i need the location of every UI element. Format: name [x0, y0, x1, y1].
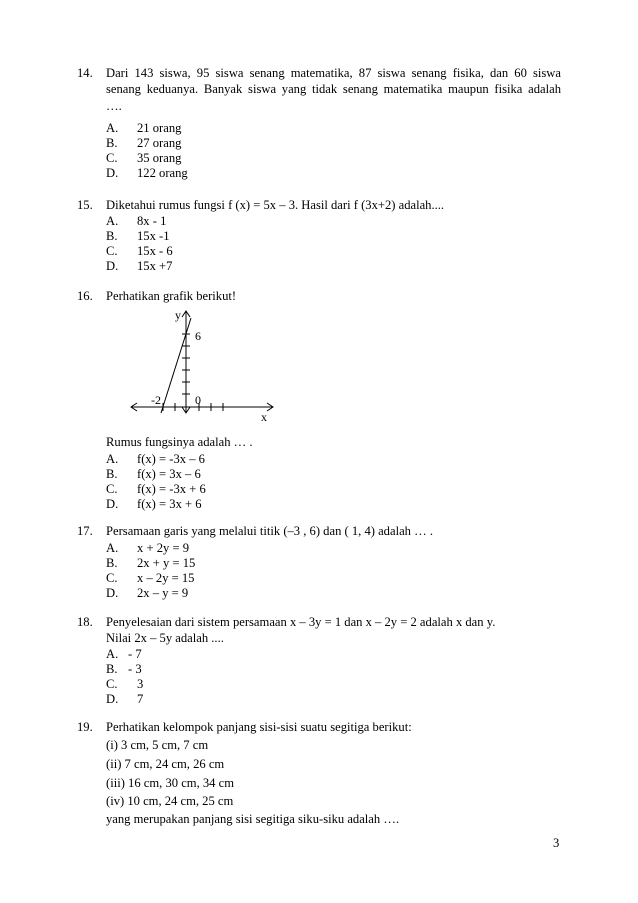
- option-text: 27 orang: [137, 136, 182, 150]
- option-text: f(x) = -3x + 6: [137, 482, 206, 496]
- option-label: A.: [106, 214, 119, 228]
- option-text: 15x - 6: [137, 244, 173, 258]
- option-text: 21 orang: [137, 121, 182, 135]
- option-label: C.: [106, 151, 118, 165]
- question-number: 18.: [77, 615, 93, 629]
- option-label: D.: [106, 497, 119, 511]
- option-label: A.: [106, 647, 119, 661]
- option-text: 2x – y = 9: [137, 586, 189, 600]
- question-text-line: yang merupakan panjang sisi segitiga siku-siku adalah ….: [106, 812, 400, 826]
- option-text: 3: [137, 677, 144, 691]
- option-label: B.: [106, 136, 118, 150]
- option-text: 35 orang: [137, 151, 182, 165]
- question-text-line: Nilai 2x – 5y adalah ....: [106, 631, 224, 645]
- option-text: 15x +7: [137, 259, 173, 273]
- option-label: C.: [106, 482, 118, 496]
- option-label: B.: [106, 229, 118, 243]
- question-text-line: Diketahui rumus fungsi f (x) = 5x – 3. Hasil dari f (3x+2) adalah....: [106, 198, 445, 212]
- origin-label: 0: [195, 393, 201, 407]
- side-group-ii: (ii) 7 cm, 24 cm, 26 cm: [106, 757, 225, 771]
- option-text: 15x -1: [137, 229, 170, 243]
- option-label: D.: [106, 166, 119, 180]
- x-tick-label: -2: [151, 393, 161, 407]
- option-label: B.: [106, 467, 118, 481]
- question-text-line: Dari 143 siswa, 95 siswa senang matematika, 87 siswa senang fisika, dan 60 siswa: [106, 66, 561, 80]
- page-number: 3: [553, 836, 560, 850]
- option-label: D.: [106, 259, 119, 273]
- y-axis-label: y: [175, 308, 181, 322]
- option-label: D.: [106, 586, 119, 600]
- option-label: B.: [106, 556, 118, 570]
- question-number: 19.: [77, 720, 93, 734]
- question-number: 15.: [77, 198, 93, 212]
- option-label: A.: [106, 452, 119, 466]
- function-graph: [115, 305, 285, 427]
- option-text: x + 2y = 9: [137, 541, 189, 555]
- option-label: C.: [106, 571, 118, 585]
- option-label: D.: [106, 692, 119, 706]
- question-text-line: Penyelesaian dari sistem persamaan x – 3y = 1 dan x – 2y = 2 adalah x dan y.: [106, 615, 496, 629]
- option-text: - 7: [128, 647, 142, 661]
- side-group-iv: (iv) 10 cm, 24 cm, 25 cm: [106, 794, 234, 808]
- x-axis-label: x: [261, 410, 267, 424]
- question-text-line: Persamaan garis yang melalui titik (–3 , 6) dan ( 1, 4) adalah … .: [106, 524, 433, 538]
- option-text: 2x + y = 15: [137, 556, 196, 570]
- option-label: A.: [106, 541, 119, 555]
- option-label: A.: [106, 121, 119, 135]
- question-number: 16.: [77, 289, 93, 303]
- option-text: 7: [137, 692, 144, 706]
- question-number: 17.: [77, 524, 93, 538]
- side-group-i: (i) 3 cm, 5 cm, 7 cm: [106, 738, 209, 752]
- option-text: f(x) = -3x – 6: [137, 452, 205, 466]
- question-prompt: Rumus fungsinya adalah … .: [106, 435, 253, 449]
- option-text: f(x) = 3x – 6: [137, 467, 201, 481]
- question-number: 14.: [77, 66, 93, 80]
- option-text: 8x - 1: [137, 214, 167, 228]
- side-group-iii: (iii) 16 cm, 30 cm, 34 cm: [106, 776, 235, 790]
- option-label: C.: [106, 677, 118, 691]
- question-text-line: Perhatikan grafik berikut!: [106, 289, 237, 303]
- option-text: 122 orang: [137, 166, 188, 180]
- option-text: - 3: [128, 662, 142, 676]
- option-label: C.: [106, 244, 118, 258]
- option-label: B.: [106, 662, 118, 676]
- option-text: f(x) = 3x + 6: [137, 497, 202, 511]
- option-text: x – 2y = 15: [137, 571, 195, 585]
- question-text-line: Perhatikan kelompok panjang sisi-sisi suatu segitiga berikut:: [106, 720, 412, 734]
- y-tick-label: 6: [195, 329, 201, 343]
- question-text-line: senang keduanya. Banyak siswa yang tidak senang matematika maupun fisika adalah: [106, 82, 561, 96]
- question-text-line: ….: [106, 99, 122, 113]
